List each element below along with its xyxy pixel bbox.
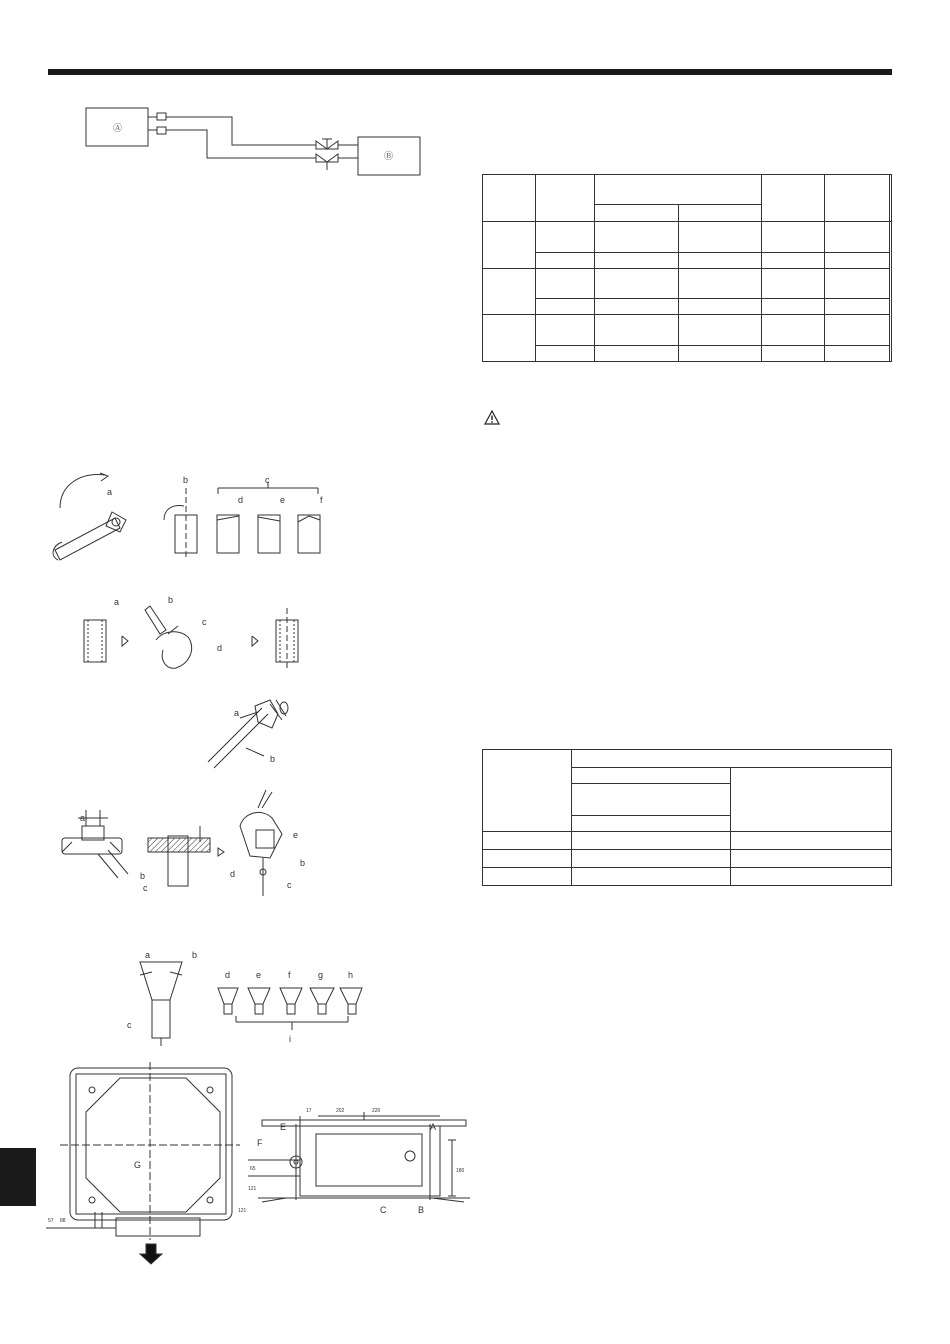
spec-table-2 (482, 749, 892, 886)
unit-layout-callouts (134, 1122, 436, 1215)
unit-layout-dimensions (48, 1108, 465, 1224)
spec-table-1 (482, 174, 892, 362)
deburring-callouts (114, 595, 222, 653)
flaring-tool-figure (62, 790, 282, 896)
label-outdoor: Ⓑ (384, 151, 394, 161)
unit-layout-figure (46, 1062, 470, 1264)
callout: c (143, 883, 148, 893)
callout: a (114, 597, 120, 607)
callout: d (238, 495, 244, 505)
callout: h (348, 970, 354, 980)
callout: c (287, 880, 292, 890)
cutting-figure (53, 473, 320, 560)
callout: C (380, 1205, 387, 1215)
callout: e (256, 970, 262, 980)
callout: f (288, 970, 291, 980)
callout: b (270, 754, 276, 764)
callout: A (430, 1122, 437, 1132)
callout: a (145, 950, 151, 960)
flare-check-callouts (127, 950, 353, 1044)
dimension: 180 (456, 1168, 465, 1174)
callout: b (183, 475, 189, 485)
callout: g (318, 970, 324, 980)
dimension: 17 (306, 1108, 312, 1114)
dimension: 121 (248, 1186, 257, 1192)
dimension: 121 (238, 1208, 247, 1214)
callout: a (80, 813, 86, 823)
callout: b (168, 595, 174, 605)
flare-check-figure (140, 962, 362, 1046)
dimension: 88 (60, 1218, 66, 1224)
warning-icon (484, 410, 500, 426)
label-indoor: Ⓐ (113, 123, 123, 133)
flaring-tool-callouts (80, 813, 305, 893)
callout: G (134, 1160, 142, 1170)
deburring-figure (84, 606, 298, 668)
callout: c (202, 617, 207, 627)
flare-nut-callouts (234, 708, 275, 764)
callout: a (234, 708, 240, 718)
callout: f (320, 495, 323, 505)
callout: d (225, 970, 231, 980)
callout: d (217, 643, 223, 653)
callout: F (257, 1138, 263, 1148)
flare-nut-figure (208, 700, 288, 768)
piping-schematic (86, 108, 420, 175)
dimension: 57 (48, 1218, 54, 1224)
callout: e (293, 830, 299, 840)
callout: a (107, 487, 113, 497)
callout: b (300, 858, 306, 868)
cutting-callouts (107, 475, 323, 505)
callout: B (418, 1205, 425, 1215)
dimension: 202 (336, 1108, 345, 1114)
callout: d (230, 869, 236, 879)
dimension: 65 (250, 1166, 256, 1172)
callout: b (140, 871, 146, 881)
callout: i (289, 1034, 291, 1044)
callout: e (280, 495, 286, 505)
callout: c (127, 1020, 132, 1030)
callout: b (192, 950, 198, 960)
callout: E (280, 1122, 287, 1132)
dimension: 220 (372, 1108, 381, 1114)
callout: c (265, 475, 270, 485)
